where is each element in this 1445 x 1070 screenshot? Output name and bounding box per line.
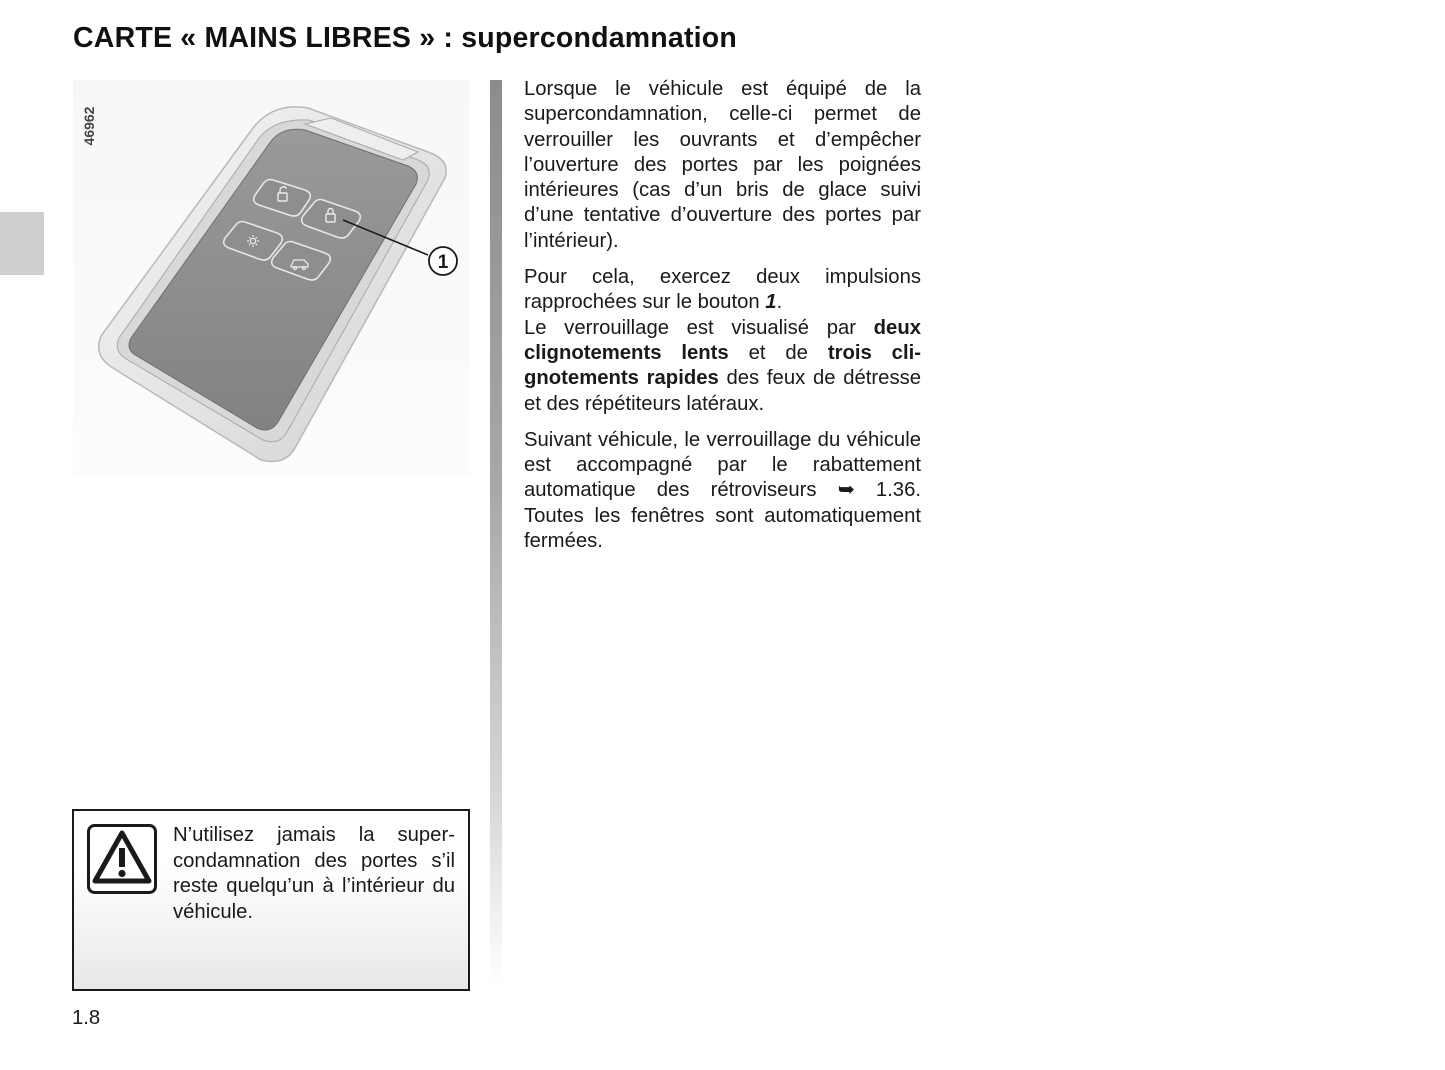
main-text	[524, 77, 921, 565]
callout-label: 1	[437, 252, 449, 273]
chapter-tab-marker	[0, 212, 44, 275]
hands-free-card-drawing	[73, 80, 469, 475]
warning-triangle-icon	[87, 824, 157, 894]
key-card-illustration	[73, 80, 469, 475]
text-run: .	[776, 291, 783, 314]
column-divider	[490, 80, 502, 985]
button-reference: 1	[765, 291, 777, 314]
page-title: CARTE « MAINS LIBRES » : supercondamnation	[73, 22, 737, 54]
cross-reference-arrow-icon: ➥	[837, 479, 855, 502]
text-run: Suivant véhicule, le verrouillage du véhicule est accompagné par le rabattement automatique des rétroviseurs	[524, 428, 921, 502]
page-number: 1.8	[72, 1007, 101, 1029]
warning-box	[72, 809, 470, 991]
text-run: Lorsque le véhicule est équipé de la supercondamnation, celle-ci permet de verrouiller les ouvrants et d’empêcher l’ouverture des portes par les poignées intérieures (cas d’un bris de glace suivi d’une tentative d’ouverture des portes par l’intérieur).	[524, 78, 921, 252]
text-run: 1.36. Toutes les fenêtres sont automatiquement fermées.	[524, 479, 921, 553]
emphasis-fast-flashes: trois clignotements rapides	[524, 341, 921, 390]
paragraph-mirrors	[524, 428, 921, 554]
emphasis-slow-flashes: deux clignotements lents	[524, 316, 921, 364]
text-run: Pour cela, exercez deux impulsions rapprochées sur le bouton	[524, 266, 921, 314]
figure-reference: 46962	[81, 106, 97, 146]
paragraph-procedure	[524, 265, 921, 417]
paragraph-intro	[524, 77, 921, 254]
text-run: et de	[728, 341, 828, 364]
text-run: Le verrouillage est visualisé par	[524, 316, 874, 339]
warning-text: N’utilisez jamais la supercondamnation des portes s’il reste quelqu’un à l’intérieur du véhicule.	[173, 824, 455, 923]
text-run: des feux de détresse et des répétiteurs latéraux.	[524, 367, 922, 415]
